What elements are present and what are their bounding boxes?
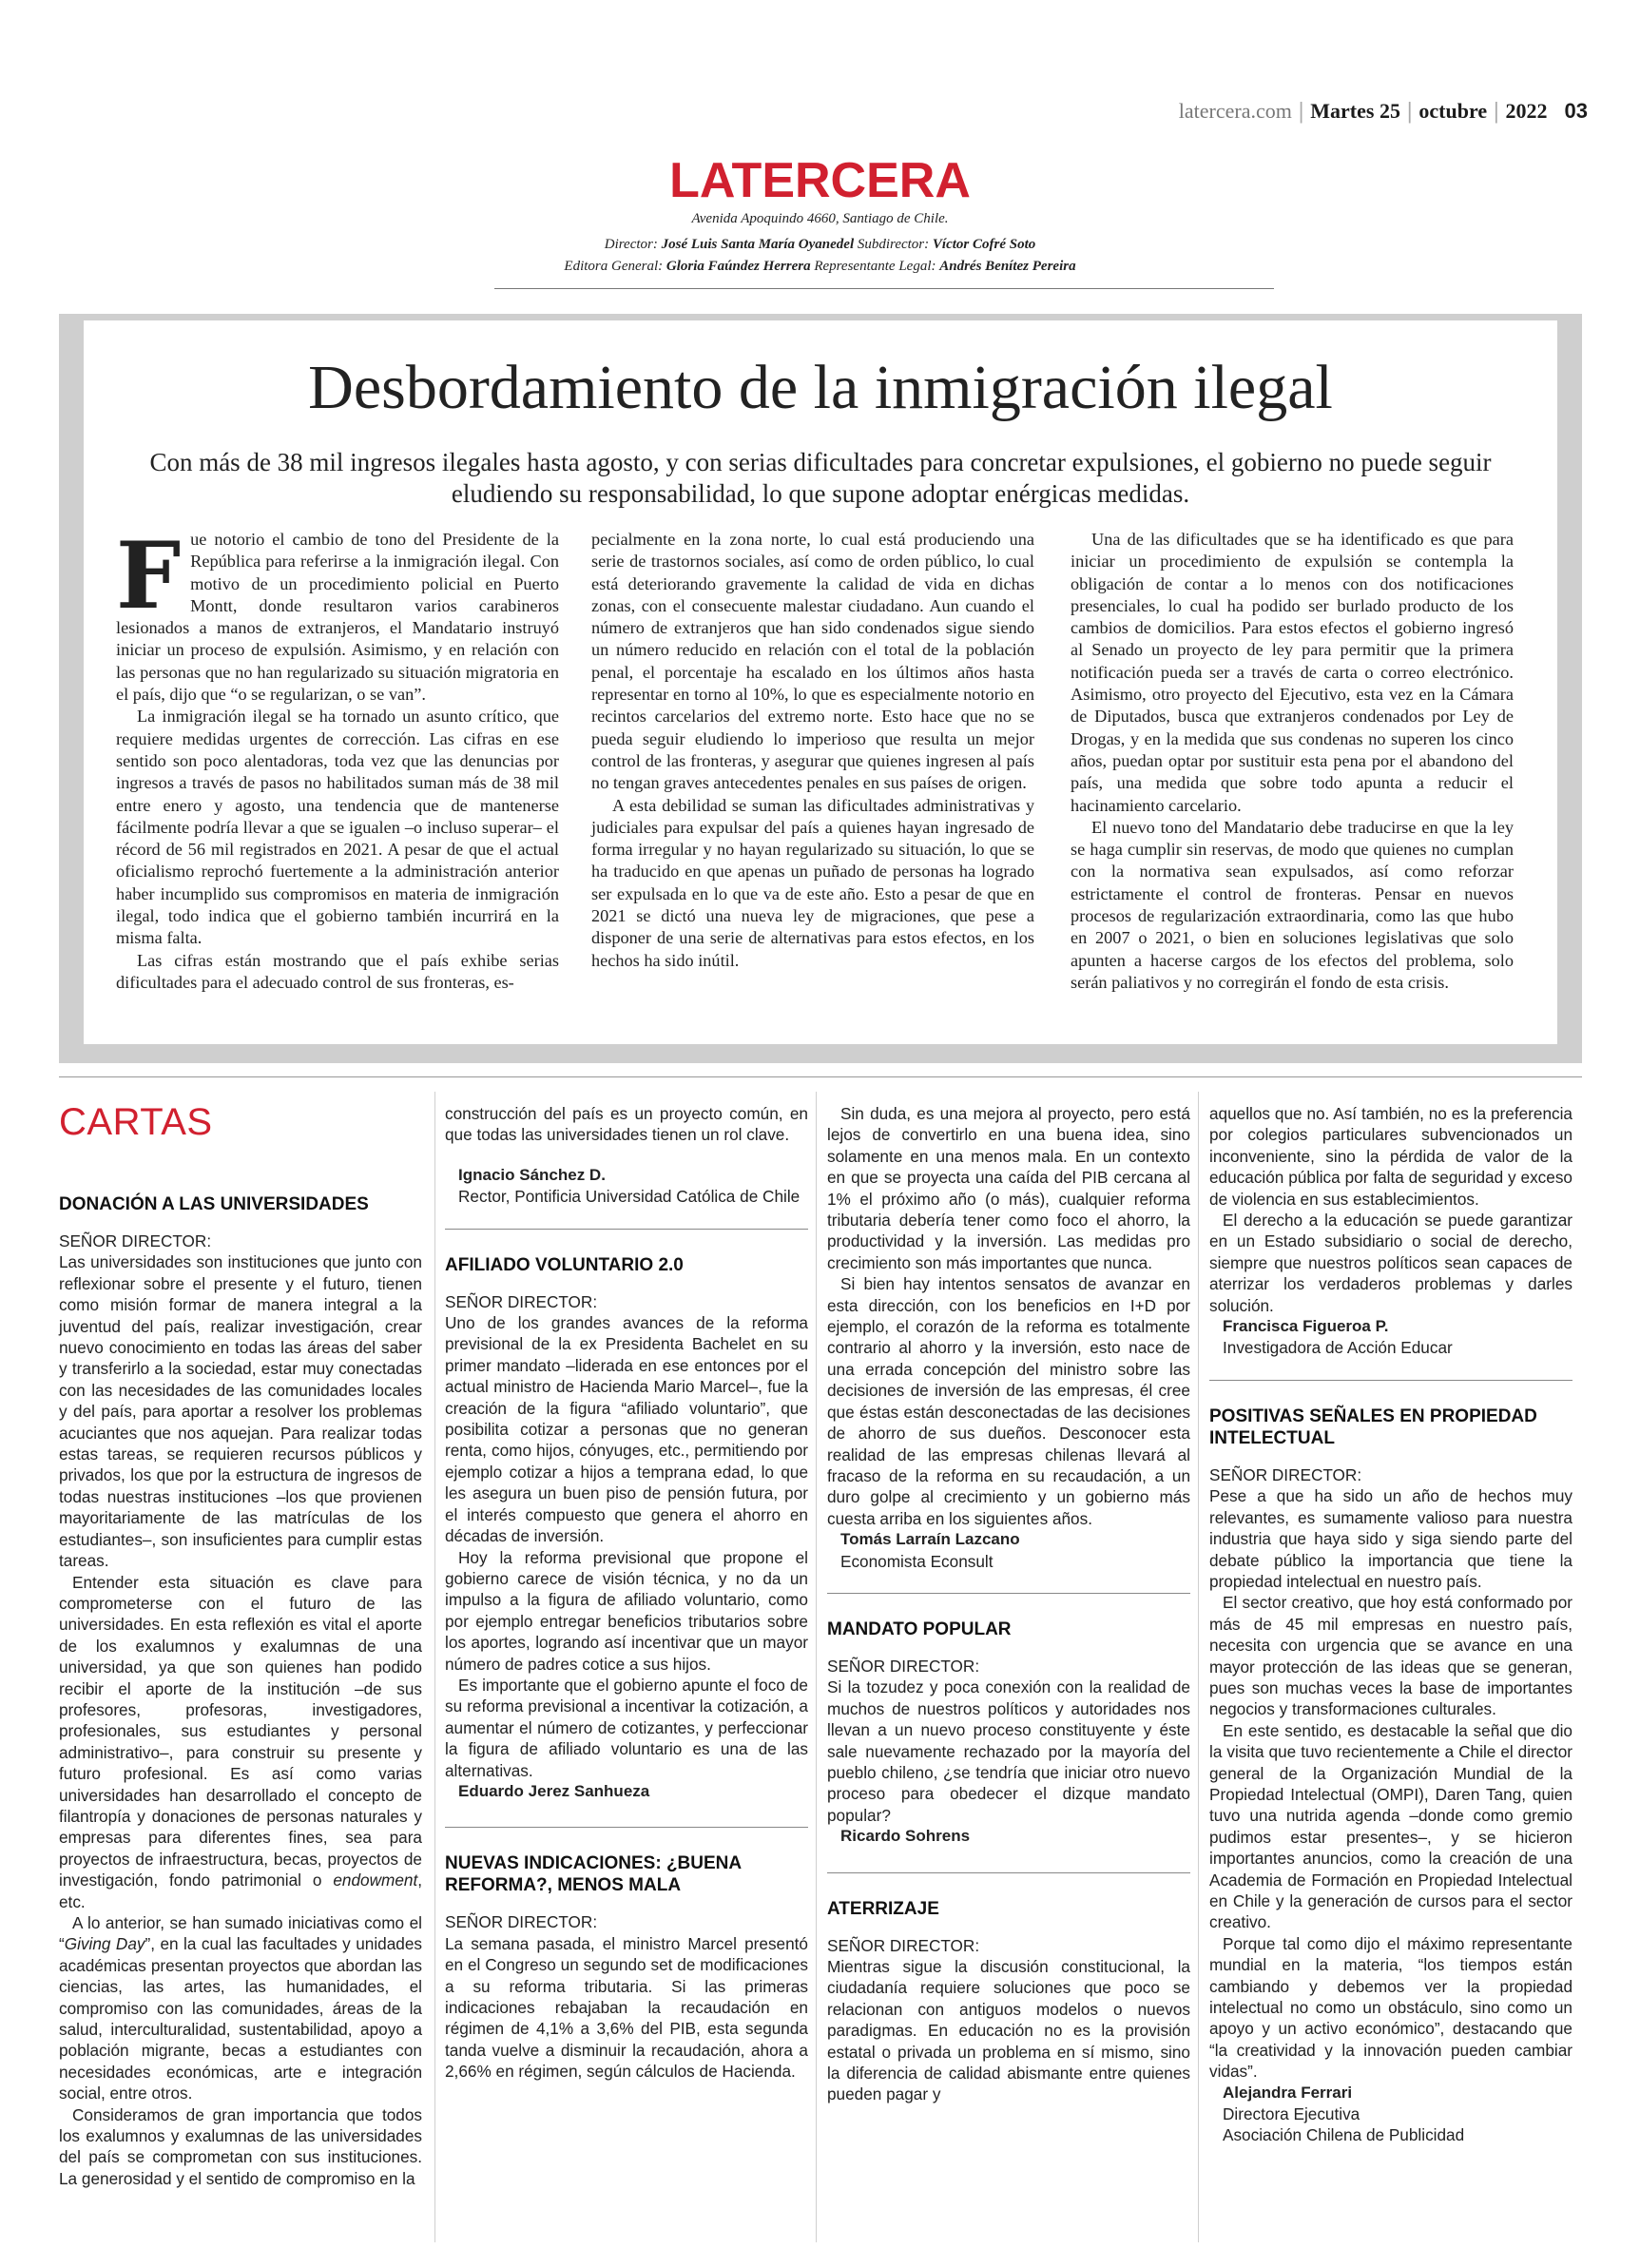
letter-heading: AFILIADO VOLUNTARIO 2.0 xyxy=(445,1254,684,1275)
letter-paragraph: Pese a que ha sido un año de hechos muy relevantes, es sumamente valioso para nuestra industria que haya sido y siga siendo parte del debate público la importancia que tiene la propiedad intelectual en nuestro país. xyxy=(1209,1486,1572,1591)
masthead-directors xyxy=(0,237,1640,253)
letter-text-italic: endowment xyxy=(333,1871,418,1890)
letter-paragraph: Si bien hay intentos sensatos de avanzar en esta dirección, con los beneficios en I+D por ejemplo, el corazón de la reforma es totalmente contrario al ahorro y la inversión, esto nace de una errada concepción del ministro sobre las decisiones de inversión de las empresas, él cree que éstas están desconectadas de las decisiones de ahorro de sus dueños. Desconocer esta realidad de las empresas chilenas llevará al fracaso de la reforma en su recaudación, a un duro golpe al crecimiento y un gobierno más cuesta arriba en los siguientes años. xyxy=(827,1274,1190,1528)
letter-paragraph: En este sentido, es destacable la señal que dio la visita que tuvo recientemente a Chile el director general de la Organización Mundial de la Propiedad Intelectual (OMPI), Daren Tang, quien tuvo una nutrida agenda –donde como gremio pudimos estar presentes–, y se hicieron importantes anuncios, como la creación de una Academia de Formación en Propiedad Intelectual en Chile y la generación de cursos para el sector creativo. xyxy=(1209,1720,1572,1932)
rep-name: Andrés Benítez Pereira xyxy=(939,259,1076,274)
editorial-column-2 xyxy=(591,529,1034,972)
drop-cap: F xyxy=(116,522,182,630)
editorial-paragraph: Las cifras están mostrando que el país exhibe serias dificultades para el adecuado control de sus fronteras, es- xyxy=(116,950,559,992)
date-year: 2022 xyxy=(1505,99,1548,123)
letters-column-3 xyxy=(827,1103,1190,2105)
address: Avenida Apoquindo 4660, Santiago de Chile. xyxy=(691,211,949,226)
letter-paragraph: Sin duda, es una mejora al proyecto, pero está lejos de convertirlo en una buena idea, sino solamente en una menos mala. En un contexto en que se proyecta una caída del PIB cercana al 1% el próximo año (o más), cualquier reforma tributaria debería tener como foco el ahorro, la productividad y la inversión. Las medidas pro crecimiento son más importantes que nunca. xyxy=(827,1104,1190,1272)
letter-paragraph: Consideramos de gran importancia que todos los exalumnos y exalumnas de las universidades del país se comprometan con sus instituciones. La generosidad y el sentido de compromiso en la xyxy=(59,2104,422,2188)
director-name: José Luis Santa María Oyanedel xyxy=(661,237,855,252)
section-title: CARTAS xyxy=(59,1101,213,1143)
page-header-line xyxy=(1179,99,1588,124)
letter-heading: DONACIÓN A LAS UNIVERSIDADES xyxy=(59,1194,369,1214)
letter-paragraph: Si la tozudez y poca conexión con la realidad de muchos de nuestros políticos y autoridades nos llevan a un nuevo proceso constituyente y éste sale nuevamente rechazado por la mayoría del pueblo chileno, ¿se tendría que iniciar otro nuevo proceso para obedecer el dizque mandato popular? xyxy=(827,1677,1190,1825)
editorial-paragraph: ue notorio el cambio de tono del Presidente de la República para referirse a la inmigración ilegal. Con motivo de un procedimiento policial en Puerto Montt, donde resultaron varios carabineros lesionados a manos de extranjeros, el Mandatario instruyó iniciar un proceso de expulsión. Asimismo, y en relación con las personas que no han regularizado su situación migratoria en el país, dijo que “o se regularizan, o se van”. xyxy=(116,530,559,705)
letter-signature: Alejandra Ferrari xyxy=(1223,2083,1353,2102)
letter-signature: Ignacio Sánchez D. xyxy=(458,1165,606,1184)
letter-signature: Ricardo Sohrens xyxy=(840,1827,971,1846)
letter-salutation: SEÑOR DIRECTOR: xyxy=(445,1291,598,1311)
letter-paragraph xyxy=(59,1912,422,2104)
editorial-column-3 xyxy=(1071,529,1514,994)
letter-text: A lo anterior, se han sumado iniciativas como el “ xyxy=(59,1913,422,1954)
editora-name: Gloria Faúndez Herrera xyxy=(666,259,811,274)
editorial-paragraph: pecialmente en la zona norte, lo cual está produciendo una serie de trastornos sociales, así como de orden público, lo cual está deteriorando gravemente la calidad de vida en dichas zonas, con el consecuente malestar ciudadano. Aun cuando el número de extranjeros que han sido condenados sigue siendo un número reducido en relación con el total de la población penal, el porcentaje ha escalado en los últimos años hasta representar en torno al 10%, lo que es especialmente notorio en recintos carcelarios del extremo norte. Esto hace que no se pueda seguir eludiendo lo imperioso que resulta un mejor control de las fronteras, y asegurar que quienes ingresen al país no tengan graves antecedentes penales en sus países de origen. xyxy=(591,530,1034,793)
letter-divider xyxy=(1209,1380,1572,1381)
letter-salutation: SEÑOR DIRECTOR: xyxy=(827,1656,980,1676)
letter-heading: ATERRIZAJE xyxy=(827,1898,939,1919)
letter-paragraph xyxy=(59,1572,422,1913)
letter-salutation: SEÑOR DIRECTOR: xyxy=(827,1935,980,1955)
masthead-editors xyxy=(0,259,1640,275)
separator: | xyxy=(1493,100,1500,124)
letter-text: Entender esta situación es clave para comprometerse con el futuro de las universidades. En esta reflexión es vital el aporte de los exalumnos y exalumnas de una universidad, ya que son quienes han podido recibir el aporte de la institución –de sus profesores, profesoras, investigadores, profesionales, sus estudiantes y personal administrativo–, para construir su presente y futuro profesional. Es así como varias universidades han desarrollado el concepto de filantropía y donaciones de personas naturales y empresas para diferentes fines, sea para proyectos de infraestructura, becas, proyectos de investigación, fondo patrimonial o xyxy=(59,1572,422,1890)
subdirector-label: Subdirector: xyxy=(857,237,930,252)
letter-paragraph: Hoy la reforma previsional que propone el gobierno carece de visión técnica, y no da un impulso a la figura de afiliado voluntario, como por ejemplo entregar beneficios tributarios sobre los aportes, logrando así incentivar que un mayor número de padres cotice a sus hijos. xyxy=(445,1547,808,1674)
letter-paragraph: El derecho a la educación se puede garantizar en un Estado subsidiario o social de derecho, siempre que nuestros políticos sean capaces de aterrizar los verdaderos problemas y darles solución. xyxy=(1209,1211,1572,1315)
letter-heading: NUEVAS INDICACIONES: ¿BUENA REFORMA?, MENOS MALA xyxy=(445,1853,742,1896)
editora-label: Editora General: xyxy=(564,259,664,274)
letter-paragraph: Las universidades son instituciones que junto con reflexionar sobre el presente y el futuro, tienen como misión formar de manera integral a la juventud del país, realizar investigación, crear nuevo conocimiento en todas las áreas del saber y transferirlo a la sociedad, estar muy conectadas con las necesidades de las comunidades locales y del país, para aportar a resolver los problemas acuciantes que nos aquejan. Para realizar todas estas tareas, se requieren recursos públicos y privados, los que por la estructura de ingresos de todas nuestras instituciones –los que provienen mayoritariamente de las matrículas de los estudiantes–, son insuficientes para cumplir estas tareas. xyxy=(59,1252,422,1571)
letter-text-italic: Giving Day xyxy=(64,1934,145,1954)
separator: | xyxy=(1405,100,1414,124)
letter-salutation: SEÑOR DIRECTOR: xyxy=(59,1231,212,1250)
page-number: 03 xyxy=(1564,99,1588,123)
letter-paragraph: construcción del país es un proyecto común, en que todas las universidades tienen un rol clave. xyxy=(445,1104,808,1145)
separator: | xyxy=(1297,100,1305,124)
letter-paragraph: Mientras sigue la discusión constitucional, la ciudadanía requiere soluciones que poco se relacionan con antiguos modelos o nuevos paradigmas. En educación no es la provisión estatal o privada un problema en sí mismo, sino la diferencia de calidad abismante entre quienes pueden pagar y xyxy=(827,1957,1190,2104)
date-month: octubre xyxy=(1418,99,1488,123)
letter-paragraph: Porque tal como dijo el máximo representante mundial en la materia, “los tiempos están cambiando y debemos ver la propiedad intelectual no como un obstáculo, sino como un apoyo y un activo económico”, destacando que “la creatividad y la innovación pueden cambiar vidas”. xyxy=(1209,1933,1572,2082)
letter-salutation: SEÑOR DIRECTOR: xyxy=(1209,1464,1362,1484)
newspaper-logo: LATERCERA xyxy=(669,153,971,208)
letter-paragraph: aquellos que no. Así también, no es la preferencia por colegios particulares subvencionados un inconveniente, sino la pérdida de valor de la educación pública por falta de seguridad y exceso de violencia en sus establecimientos. xyxy=(1209,1104,1572,1209)
letter-paragraph: La semana pasada, el ministro Marcel presentó en el Congreso un segundo set de modificaciones a su reforma tributaria. Si las primeras indicaciones rebajaban la recaudación en régimen de 4,1% a 3,6% del PIB, esta segunda tanda vuelve a disminuir la recaudación, ahora a 2,66% en régimen, según cálculos de Hacienda. xyxy=(445,1933,808,2082)
site-url[interactable]: latercera.com xyxy=(1178,99,1292,123)
letter-signature: Tomás Larraín Lazcano xyxy=(840,1530,1020,1549)
letter-paragraph: El sector creativo, que hoy está conformado por más de 45 mil empresas en nuestro país, necesita con urgencia que se avance en una mayor protección de las ideas que se generan, pues son muchas veces la base de importantes negocios y transformaciones culturales. xyxy=(1209,1593,1572,1719)
letters-column-2 xyxy=(445,1103,808,2083)
editorial-paragraph: Una de las dificultades que se ha identificado es que para iniciar un procedimiento de expulsión se contempla la obligación de contar a lo menos con dos notificaciones presenciales, lo cual ha podido ser burlado producto de los cambios de domicilios. Para estos efectos el gobierno ingresó al Senado un proyecto de ley para permitir que la primera notificación pueda ser a través de carta o correo electrónico. Asimismo, otro proyecto del Ejecutivo, esta vez en la Cámara de Diputados, busca que extranjeros condenados por Ley de Drogas, y en la medida que sus condenas no superen los cinco años, puedan optar por sustituir esta pena por el abandono del país, una medida que sobre todo apunta a reducir el hacinamiento carcelario. xyxy=(1071,530,1514,815)
letters-column-1 xyxy=(59,1193,422,2189)
letter-signer-role: Directora Ejecutiva xyxy=(1223,2104,1360,2124)
letter-signature: Francisca Figueroa P. xyxy=(1223,1317,1389,1336)
letter-heading: MANDATO POPULAR xyxy=(827,1619,1012,1639)
letters-column-4 xyxy=(1209,1103,1572,2146)
letter-signer-role: Economista Econsult xyxy=(840,1551,994,1571)
editorial-lead: Con más de 38 mil ingresos ilegales hasta agosto, y con serias dificultades para concretar expulsiones, el gobierno no puede seguir eludiendo su responsabilidad, lo que supone adoptar enérgicas medidas. xyxy=(149,448,1492,508)
letter-divider xyxy=(445,1229,808,1230)
director-label: Director: xyxy=(604,237,658,252)
letter-paragraph: Uno de los grandes avances de la reforma previsional de la ex Presidenta Bachelet en su primer mandato –liderada en ese entonces por el actual ministro de Hacienda Mario Marcel–, fue la creación de la figura “afiliado voluntario”, que posibilita cotizar a personas que no generan renta, como hijos, cónyuges, etc., permitiendo por ejemplo cotizar a hijos a temprana edad, lo que les asegura un buen piso de pensión futura, por el interés compuesto que genera el ahorro en décadas de inversión. xyxy=(445,1313,808,1546)
letter-signer-role: Rector, Pontificia Universidad Católica de Chile xyxy=(458,1187,801,1207)
column-divider xyxy=(816,1092,817,2242)
column-divider xyxy=(434,1092,435,2242)
editorial-column-1 xyxy=(116,522,559,994)
editorial-paragraph: La inmigración ilegal se ha tornado un asunto crítico, que requiere medidas urgentes de corrección. Las cifras en ese sentido son poco alentadoras, toda vez que las denuncias por ingresos a través de pasos no habilitados suman más de 38 mil entre enero y agosto, una tendencia que de mantenerse fácilmente podría llevar a que se igualen –o incluso superar– el récord de 56 mil registrados en 2021. A pesar de que el actual oficialismo reprochó fuertemente a la administración anterior haber incumplido sus compromisos en materia de inmigración ilegal, todo indica que el gobierno también incurrirá en la misma falta. xyxy=(116,707,559,948)
letter-text: , etc. xyxy=(59,1871,423,1911)
date-day: Martes 25 xyxy=(1310,99,1400,123)
letter-divider xyxy=(445,1827,808,1828)
letter-salutation: SEÑOR DIRECTOR: xyxy=(445,1912,598,1932)
editorial-paragraph: A esta debilidad se suman las dificultades administrativas y judiciales para expulsar del país a quienes hayan ingresado de forma irregular y no hayan regularizado su situación, lo que se ha traducido en que apenas un puñado de personas ha logrado ser expulsada en lo que va de este año. Esto a pesar de que en 2021 se dictó una nueva ley de migraciones, que pese a disponer de una serie de alternativas para estos efectos, en los hechos ha sido inútil. xyxy=(591,795,1034,970)
masthead-address xyxy=(0,211,1640,227)
section-divider xyxy=(59,1076,1582,1077)
letter-signature: Eduardo Jerez Sanhueza xyxy=(458,1781,650,1800)
letter-text: ”, en la cual las facultades y unidades académicas presentan proyectos que abordan las ciencias, las artes, las humanidades, el compromiso con las comunidades, áreas de la salud, interculturalidad, sustentabilidad, apoyo a población migrante, becas a estudiantes con necesidades económicas, arte e integración social, entre otros. xyxy=(59,1934,422,2103)
subdirector-name: Víctor Cofré Soto xyxy=(932,237,1036,252)
letter-divider xyxy=(827,1872,1190,1873)
editorial-title: Desbordamiento de la inmigración ilegal xyxy=(308,353,1333,422)
rep-label: Representante Legal: xyxy=(814,259,936,274)
letter-divider xyxy=(827,1593,1190,1594)
editorial-paragraph: El nuevo tono del Mandatario debe traducirse en que la ley se haga cumplir sin reservas, de modo que quienes no cumplan con la normativa sean expulsados, así como reforzar estrictamente el control de fronteras. Pensar en nuevos procesos de regularización extraordinaria, como las que hubo en 2007 o 2021, o bien en soluciones legislativas que solo apunten a hacerse cargos de los efectos del problema, solo serán paliativos y no corregirán el fondo de esta crisis. xyxy=(1071,817,1514,992)
letter-heading: POSITIVAS SEÑALES EN PROPIEDAD INTELECTUAL xyxy=(1209,1405,1537,1448)
letter-paragraph: Es importante que el gobierno apunte el foco de su reforma previsional a incentivar la cotización, a aumentar el número de cotizantes, y perfeccionar la figura de afiliado voluntario es una de las alternativas. xyxy=(445,1675,808,1780)
letter-signer-role: Investigadora de Acción Educar xyxy=(1223,1338,1453,1358)
masthead-divider xyxy=(494,288,1274,289)
letter-signer-org: Asociación Chilena de Publicidad xyxy=(1223,2125,1465,2145)
column-divider xyxy=(1198,1092,1199,2242)
